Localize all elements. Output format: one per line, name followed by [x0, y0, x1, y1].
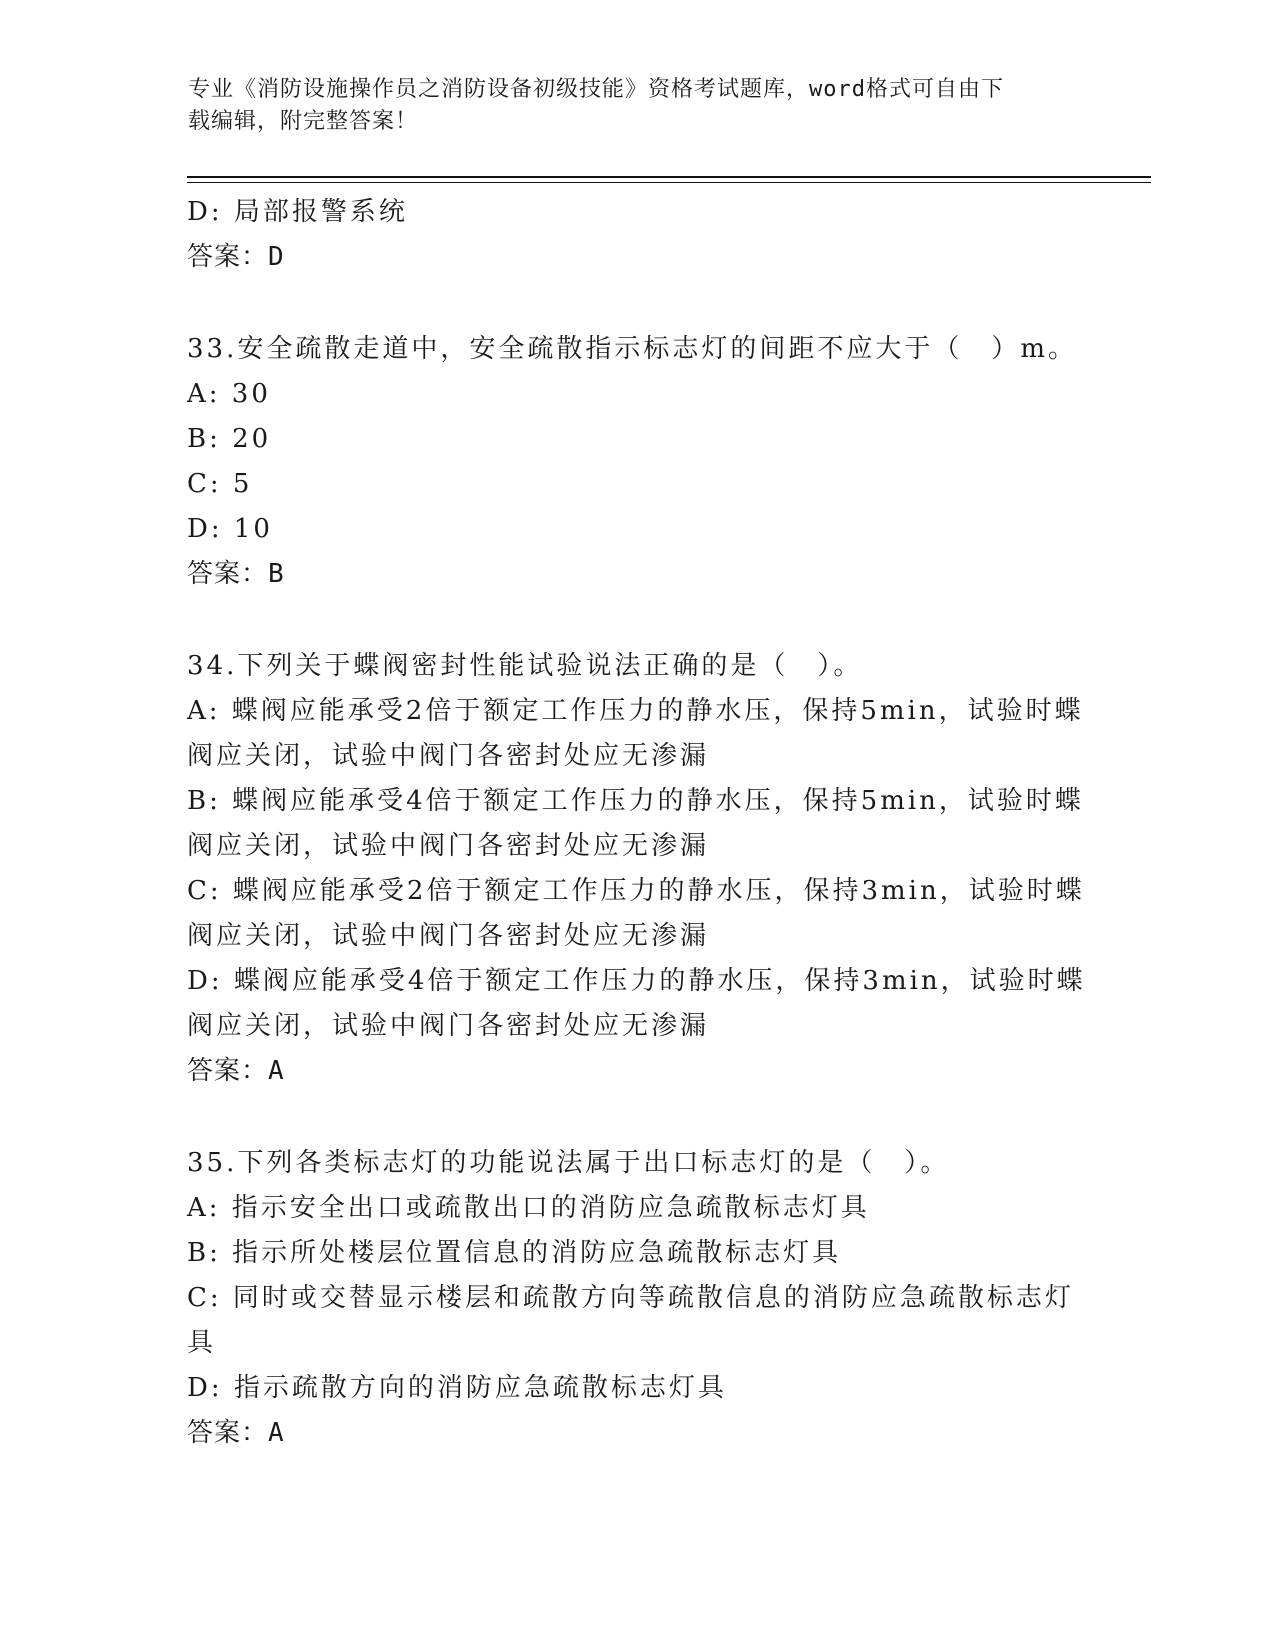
option-a: A: 30 [187, 379, 271, 409]
question-stem: 35.下列各类标志灯的功能说法属于出口标志灯的是（ ）。 [187, 1148, 950, 1178]
option-d: D: 指示疏散方向的消防应急疏散标志灯具 [187, 1373, 727, 1403]
question-33 [187, 327, 1087, 597]
question-stem: 34.下列关于蝶阀密封性能试验说法正确的是（ ）。 [187, 651, 863, 681]
spacer [187, 1094, 1087, 1141]
option-c-line-1: C: 蝶阀应能承受2倍于额定工作压力的静水压，保持3min，试验时蝶 [187, 876, 1085, 906]
answer: 答案：A [187, 1056, 285, 1086]
spacer [187, 597, 1087, 644]
option-a: A: 指示安全出口或疏散出口的消防应急疏散标志灯具 [187, 1193, 870, 1223]
header-line-2: 载编辑，附完整答案！ [188, 109, 419, 134]
header-line-1: 专业《消防设施操作员之消防设备初级技能》资格考试题库，word格式可自由下 [188, 77, 1004, 102]
prev-option-d: D: 局部报警系统 [187, 197, 408, 227]
question-35 [187, 1141, 1087, 1456]
option-a-line-1: A: 蝶阀应能承受2倍于额定工作压力的静水压，保持5min，试验时蝶 [187, 696, 1084, 726]
header-divider-thin [187, 182, 1151, 183]
prev-answer: 答案：D [187, 242, 285, 272]
option-b-line-1: B: 蝶阀应能承受4倍于额定工作压力的静水压，保持5min，试验时蝶 [187, 786, 1084, 816]
option-c-line-2: 具 [187, 1328, 217, 1358]
header-divider-thick [187, 176, 1151, 178]
option-b: B: 20 [187, 424, 272, 454]
question-list [187, 190, 1087, 1456]
spacer [187, 280, 1087, 327]
option-d: D: 10 [187, 514, 273, 544]
answer: 答案：A [187, 1418, 285, 1448]
option-b: B: 指示所处楼层位置信息的消防应急疏散标志灯具 [187, 1238, 842, 1268]
option-b-line-2: 阀应关闭，试验中阀门各密封处应无渗漏 [187, 831, 710, 861]
question-34 [187, 644, 1087, 1094]
answer: 答案：B [187, 559, 285, 589]
option-c: C: 5 [187, 469, 253, 499]
header-note [188, 74, 1068, 138]
question-stem: 33.安全疏散走道中，安全疏散指示标志灯的间距不应大于（ ）m。 [187, 334, 1078, 364]
option-d-line-1: D: 蝶阀应能承受4倍于额定工作压力的静水压，保持3min，试验时蝶 [187, 966, 1086, 996]
option-c-line-2: 阀应关闭，试验中阀门各密封处应无渗漏 [187, 921, 710, 951]
option-d-line-2: 阀应关闭，试验中阀门各密封处应无渗漏 [187, 1011, 710, 1041]
option-a-line-2: 阀应关闭，试验中阀门各密封处应无渗漏 [187, 741, 710, 771]
option-c-line-1: C: 同时或交替显示楼层和疏散方向等疏散信息的消防应急疏散标志灯 [187, 1283, 1074, 1313]
